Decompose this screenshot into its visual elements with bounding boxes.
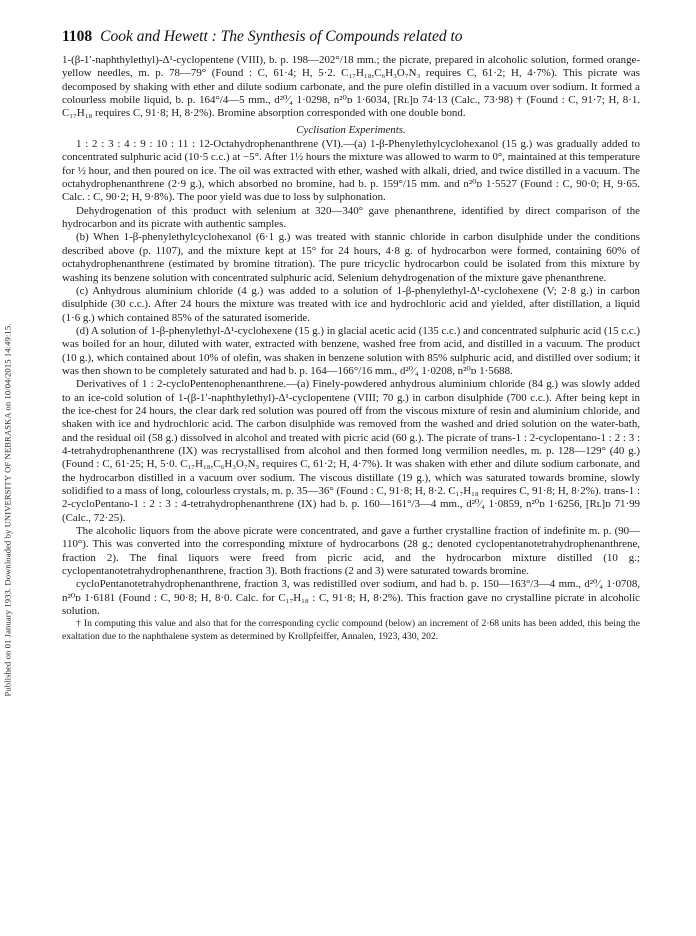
paragraph-method-d: (d) A solution of 1-β-phenylethyl-Δ¹-cyclohexene (15 g.) in glacial acetic acid (135 c.c.) and concentrated sulphuric acid (15 c.c.) was boiled for an hour, diluted with water, extracted with benzene, washed free from acid, and distilled in a vacuum. The product (10 g.), which contained about 10% of olefin, was shaken in benzene solution with 85% sulphuric acid, and distilled over sodium; it was then shown to be completely saturated and had b. p. 164—166°/16 mm., d²⁰⁄₄ 1·0208, n²⁰ᴅ 1·5688. [62, 324, 640, 377]
paragraph-fraction-3: cycloPentanotetrahydrophenanthrene, fraction 3, was redistilled over sodium, and had b. p. 150—163°/3—4 mm., d²⁰⁄₄ 1·0708, n²⁰ᴅ 1·6181 (Found : C, 90·8; H, 8·0. Calc. for C₁₇H₁₈ : C, 91·8; H, 8·2%). This fraction gave no crystalline picrate in alcoholic solution. [62, 578, 640, 618]
paragraph-dehydrogenation: Dehydrogenation of this product with selenium at 320—340° gave phenanthrene, identified by direct comparison of the hydrocarbon and its picrate with authentic samples. [62, 204, 640, 231]
article-body [62, 54, 640, 643]
paragraph-method-b: (b) When 1-β-phenylethylcyclohexanol (6·1 g.) was treated with stannic chloride in carbon disulphide under the conditions described above (p. 1107), and the mixture kept at 15° for 24 hours, 4·8 g. of hydrocarbon were formed, containing 60% of octahydrophenanthrene (estimated by bromine titration). The pure tricyclic hydrocarbon could be isolated from this mixture by washing its benzene solution with concentrated sulphuric acid. Selenium dehydrogenation of the mixture gave phenanthrene. [62, 231, 640, 284]
download-watermark-text: Published on 01 January 1933. Downloaded by UNIVERSITY OF NEBRASKA on 10/04/2015 14:49:15. [2, 323, 13, 697]
paragraph-derivatives: Derivatives of 1 : 2-cycloPentenophenanthrene.—(a) Finely-powdered anhydrous aluminium chloride (84 g.) was slowly added to an ice-cold solution of 1-(β-1′-naphthylethyl)-Δ¹-cyclopentene (VIII; 70 g.) in carbon disulphide (700 c.c.). After being kept in the ice-chest for 24 hours, the clear dark red solution was poured off from the viscous mixture of resin and aluminium chloride, and shaken with ice and hydrochloric acid. The carbon disulphide was removed from the washed and dried solution on the water-bath, and the residual oil (58 g.) dissolved in alcohol and treated with picric acid (60 g.). The picrate of trans-1 : 2-cyclopentano-1 : 2 : 3 : 4-tetrahydrophenanthrene (IX) was recrystallised from alcohol and then formed long vermilion needles, m. p. 128—129° (40 g.) (Found : C, 61·25; H, 5·0. C₁₇H₁₈,C₆H₃O₇N₃ requires C, 61·2; H, 4·7%). It was shaken with ether and dilute sodium carbonate, and the hydrocarbon distilled in a vacuum over sodium. The viscous distillate (19 g.), which was saturated towards bromine, slowly solidified to a mass of long, colourless crystals, m. p. 35—36° (Found : C, 91·8; H, 8·2. C₁₇H₁₈ requires C, 91·8; H, 8·2%). trans-1 : 2-cycloPentano-1 : 2 : 3 : 4-tetrahydrophenanthrene (IX) had b. p. 160—161°/3—4 mm., d²⁰⁄₄ 1·0859, n²⁰ᴅ 1·6256, [Rʟ]ᴅ 71·99 (Calc., 72·25). [62, 378, 640, 524]
footnote: † In computing this value and also that for the corresponding cyclic compound (below) an increment of 2·68 units has been added, this being the exaltation due to the naphthalene system as determined by Krollpfeiffer, Annalen, 1923, 430, 202. [62, 618, 640, 642]
paragraph-method-c: (c) Anhydrous aluminium chloride (4 g.) was added to a solution of 1-β-phenylethyl-Δ¹-cyclohexene (V; 2·8 g.) in carbon disulphide (30 c.c.). After 24 hours the mixture was treated with ice and hydrochloric acid and yielded, after distillation, a liquid (1·6 g.) which contained 85% of the saturated isomeride. [62, 284, 640, 324]
paragraph-octahydrophenanthrene: 1 : 2 : 3 : 4 : 9 : 10 : 11 : 12-Octahydrophenanthrene (VI).—(a) 1-β-Phenylethylcyclohexanol (15 g.) was gradually added to concentrated sulphuric acid (10·5 c.c.) at −5°. After 1½ hours the mixture was allowed to warm to 0°, maintained at this temperature for ½ hour, and then poured on ice. The oil was extracted with ether, washed with alkali, dried, and twice distilled in a vacuum. The octahydrophenanthrene (2·9 g.), which absorbed no bromine, had b. p. 159°/15 mm. and n²⁰ᴅ 1·5527 (Found : C, 90·0; H, 9·65. Calc. : C, 90·2; H, 9·8%). The poor yield was due to loss by sulphonation. [62, 138, 640, 204]
section-heading: Cyclisation Experiments. [296, 123, 406, 136]
running-header [62, 28, 640, 46]
running-title: Cook and Hewett : The Synthesis of Compounds related to [100, 28, 463, 45]
download-watermark-strip [0, 130, 14, 890]
paragraph-alcoholic-liquors: The alcoholic liquors from the above picrate were concentrated, and gave a further crystalline fraction of indefinite m. p. (90—110°). This was converted into the corresponding mixture of hydrocarbons (28 g.; denoted cyclopentanotetrahydrophenanthrene, fraction 2). The final liquors were freed from picric acid, and the hydrocarbon mixture distilled (10 g.; cyclopentanotetrahydrophenanthrene, fraction 3). Both fractions (2 and 3) were saturated towards bromine. [62, 525, 640, 578]
paragraph-olefin-properties: 1-(β-1′-naphthylethyl)-Δ¹-cyclopentene (VIII), b. p. 198—202°/18 mm.; the picrate, prepared in alcoholic solution, formed orange-yellow needles, m. p. 78—79° (Found : C, 61·4; H, 5·2. C₁₇H₁₈,C₆H₃O₇N₃ requires C, 61·2; H, 4·7%). This picrate was decomposed by shaking with ether and dilute sodium carbonate, and the pure olefin distilled in a vacuum over sodium. It formed a colourless mobile liquid, b. p. 164°/4—5 mm., d²⁰⁄₄ 1·0298, n²⁰ᴅ 1·6034, [Rʟ]ᴅ 74·13 (Calc., 73·98) † (Found : C, 91·7; H, 8·1. C₁₇H₁₈ requires C, 91·8; H, 8·2%). Bromine absorption corresponded with one double bond. [62, 54, 640, 120]
page-number: 1108 [62, 28, 93, 45]
